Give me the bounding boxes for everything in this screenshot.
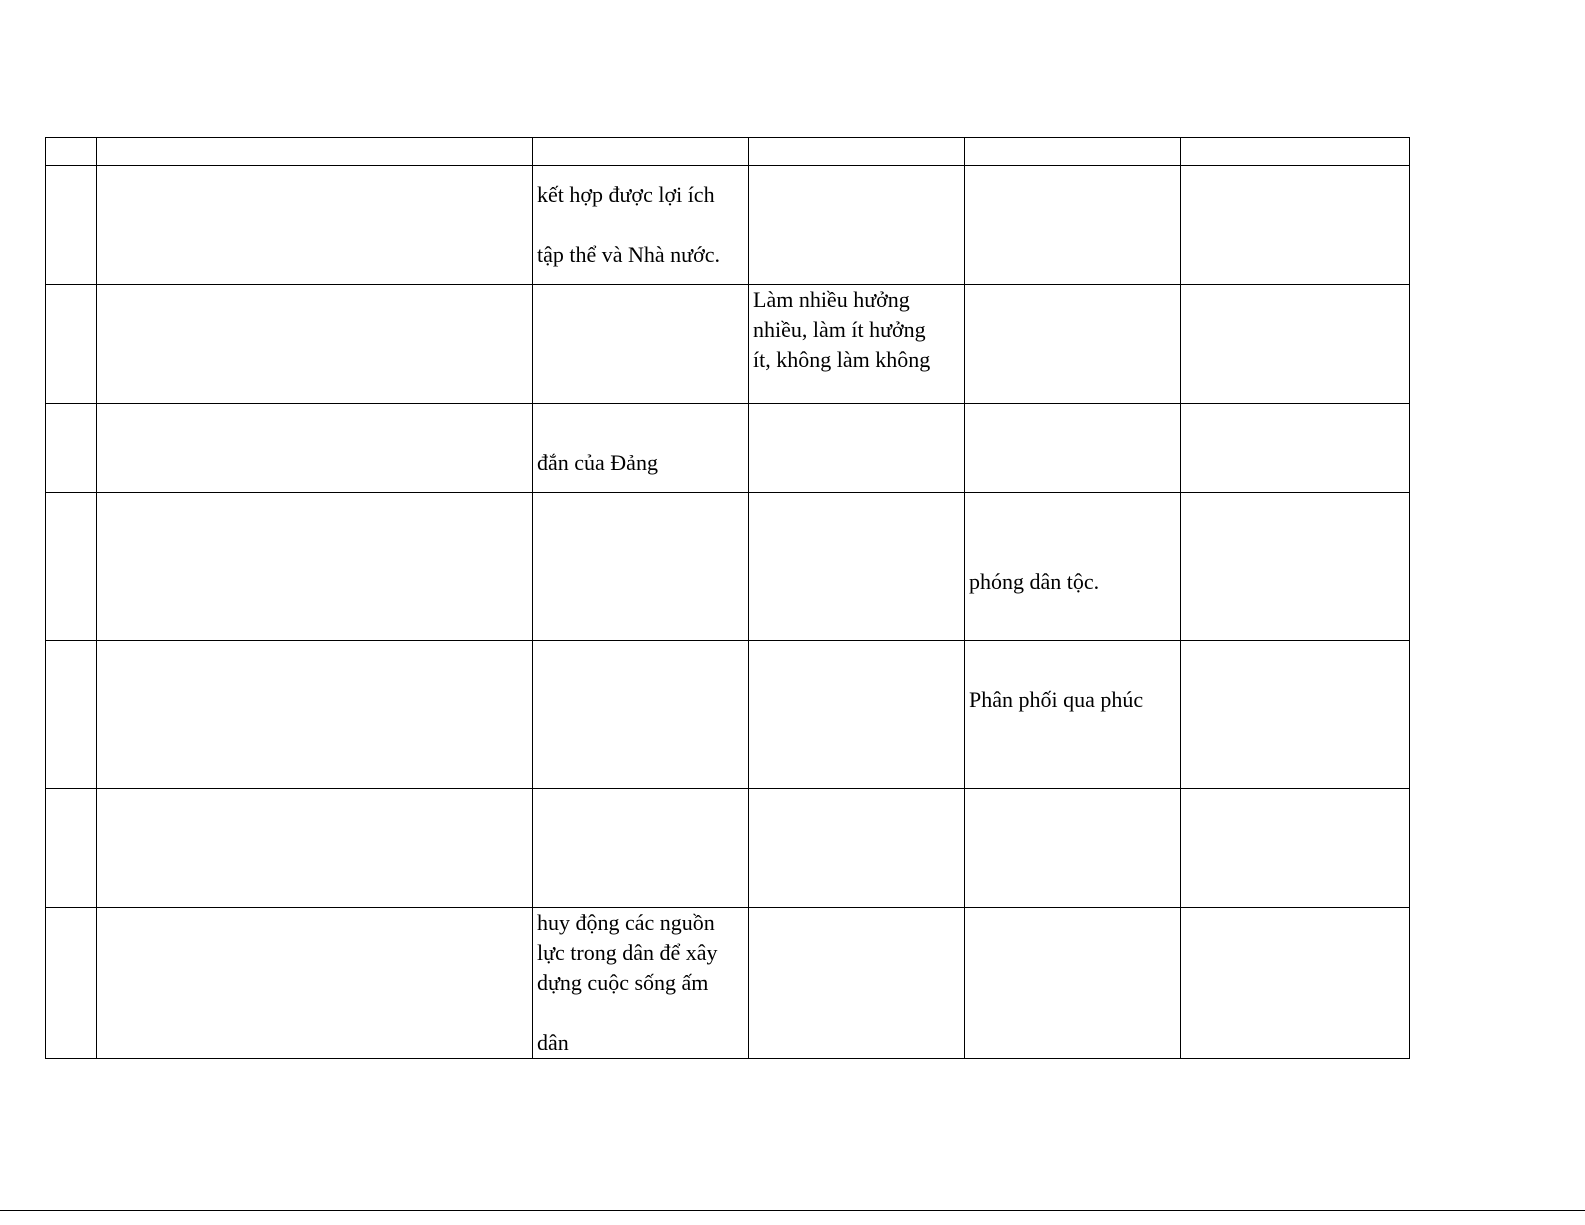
table-row — [46, 285, 1410, 404]
table-cell — [97, 166, 533, 285]
table-cell — [97, 641, 533, 789]
table-cell — [533, 641, 749, 789]
table-cell — [46, 789, 97, 908]
table-cell: kết hợp được lợi ích tập thể và Nhà nước. — [533, 166, 749, 285]
table-cell — [749, 908, 965, 1059]
table-cell — [533, 285, 749, 404]
table-cell: đắn của Đảng — [533, 404, 749, 493]
table-cell — [46, 493, 97, 641]
table-cell — [46, 285, 97, 404]
table-cell — [1181, 908, 1410, 1059]
content-table — [45, 137, 1410, 1059]
table-cell — [749, 789, 965, 908]
table-cell — [749, 404, 965, 493]
table-cell — [965, 789, 1181, 908]
table-row — [46, 493, 1410, 641]
table-row — [46, 641, 1410, 789]
table-cell — [97, 404, 533, 493]
table-cell — [46, 138, 97, 166]
page-bottom-rule — [0, 1210, 1585, 1211]
table-row — [46, 908, 1410, 1059]
table-cell — [46, 641, 97, 789]
table-cell — [1181, 138, 1410, 166]
table-cell — [749, 138, 965, 166]
table-cell — [965, 166, 1181, 285]
table-cell: Làm nhiều hưởng nhiều, làm ít hưởng ít, không làm không — [749, 285, 965, 404]
table-row — [46, 789, 1410, 908]
table-cell — [97, 138, 533, 166]
table-cell — [97, 285, 533, 404]
table-cell — [533, 493, 749, 641]
table-cell — [1181, 166, 1410, 285]
table-row — [46, 138, 1410, 166]
table-cell — [97, 789, 533, 908]
table-cell: Phân phối qua phúc — [965, 641, 1181, 789]
table-cell — [749, 493, 965, 641]
table-cell — [749, 641, 965, 789]
table-cell — [1181, 789, 1410, 908]
table-cell — [965, 908, 1181, 1059]
table-cell — [1181, 404, 1410, 493]
table-cell — [1181, 493, 1410, 641]
table-row — [46, 404, 1410, 493]
table-cell — [1181, 641, 1410, 789]
table-cell — [749, 166, 965, 285]
table-cell — [97, 908, 533, 1059]
table-cell — [533, 138, 749, 166]
table-cell: phóng dân tộc. — [965, 493, 1181, 641]
table-cell: huy động các nguồn lực trong dân để xây dựng cuộc sống ấm dân — [533, 908, 749, 1059]
table-cell — [965, 138, 1181, 166]
table-cell — [46, 166, 97, 285]
table-cell — [965, 404, 1181, 493]
table-cell — [46, 908, 97, 1059]
table-cell — [46, 404, 97, 493]
table-cell — [533, 789, 749, 908]
table-cell — [965, 285, 1181, 404]
table-row — [46, 166, 1410, 285]
table-cell — [97, 493, 533, 641]
table-cell — [1181, 285, 1410, 404]
